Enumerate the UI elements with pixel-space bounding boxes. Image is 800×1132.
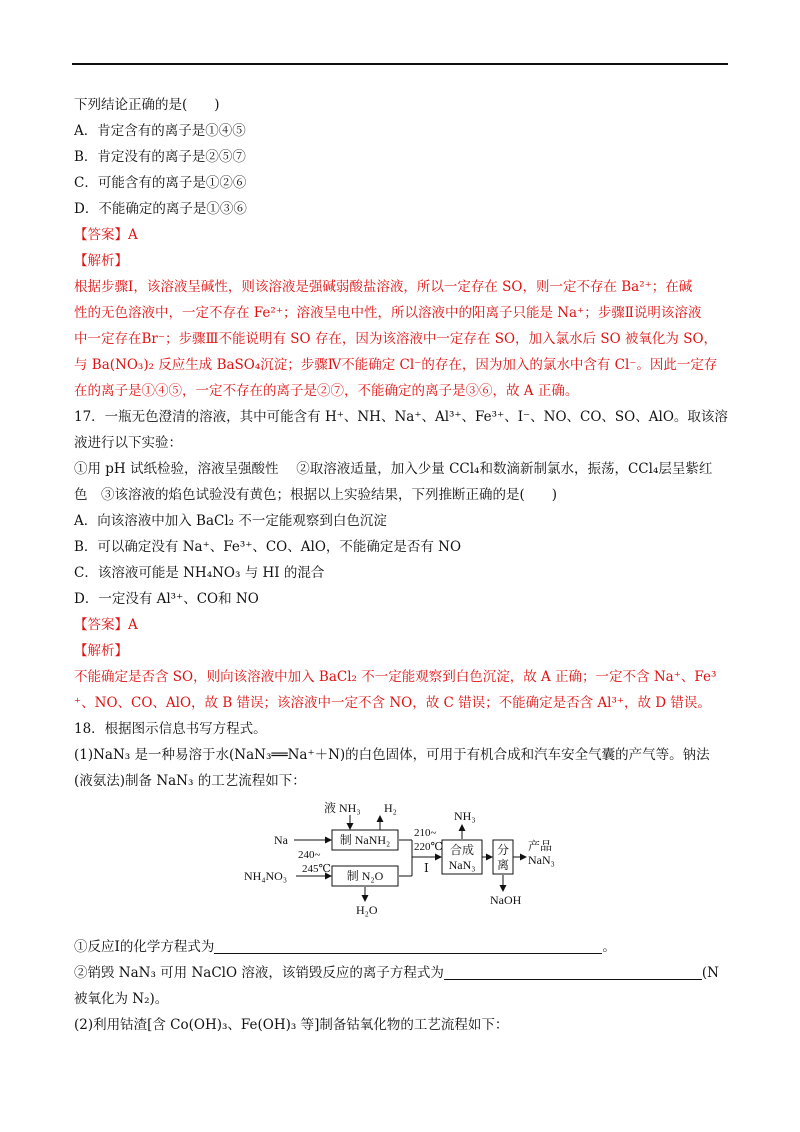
q16-option-b: B．肯定没有的离子是②⑤⑦ [74, 149, 246, 165]
q18-q2-tail: 被氧化为 N₂)。 [74, 991, 169, 1007]
nh4no3-label: NH₄NO₃ [244, 869, 288, 883]
q18-q1-end: 。 [602, 939, 616, 955]
q18-q2-text: ②销毁 NaN₃ 可用 NaClO 溶液，该销毁反应的离子方程式为 [74, 965, 444, 981]
q18-question1 [74, 934, 728, 960]
q17-stem: 17．一瓶无色澄清的溶液，其中可能含有 H⁺、NH、Na⁺、Al³⁺、Fe³⁺、I⁻、NO、CO、SO、AlO。取该溶 [74, 409, 728, 425]
product-label-a: 产品 [528, 839, 553, 853]
q16-analysis-label: 【解析】 [74, 253, 128, 269]
box1-label: 制 NaNH₂ [339, 833, 391, 847]
q16-analysis-line: 根据步骤Ⅰ，该溶液呈碱性，则该溶液是强碱弱酸盐溶液，所以一定存在 SO，则一定不存在 Ba²⁺；在碱 [74, 279, 693, 295]
q18-q1-text: ①反应Ⅰ的化学方程式为 [74, 939, 215, 955]
q17-step-line: ①用 pH 试纸检验，溶液呈强酸性 ②取溶液适量，加入少量 CCl₄和数滴新制氯水，振荡，CCl₄层呈紫红 [74, 461, 713, 477]
q17-analysis-label: 【解析】 [74, 643, 128, 659]
q17-step-line: 色 ③该溶液的焰色试验没有黄色；根据以上实验结果，下列推断正确的是( ) [74, 487, 558, 503]
header-rule [72, 63, 728, 65]
q17-option-a: A．向该溶液中加入 BaCl₂ 不一定能观察到白色沉淀 [74, 513, 387, 529]
q16-analysis-line: 与 Ba(NO₃)₂ 反应生成 BaSO₄沉淀；步骤Ⅳ不能确定 Cl⁻的存在，因为加入的氯水中含有 Cl⁻。因此一定存 [74, 357, 718, 373]
product-label-b: NaN₃ [528, 853, 555, 867]
page-content [74, 92, 728, 1038]
temp1-b: 245℃ [302, 863, 331, 875]
temp1-a: 240~ [298, 849, 321, 861]
q18-part2: (2)利用钴渣[含 Co(OH)₃、Fe(OH)₃ 等]制备钴氧化物的工艺流程如下： [74, 1017, 509, 1033]
q16-analysis-line: 性的无色溶液中，一定不存在 Fe²⁺；溶液呈电中性，所以溶液中的阳离子只能是 Na⁺；步骤Ⅱ说明该溶液 [74, 305, 702, 321]
answer-blank-2[interactable] [444, 965, 702, 980]
temp2-a: 210~ [414, 827, 437, 839]
liquid-nh3-label: 液 NH₃ [324, 801, 361, 815]
step1-label: Ⅰ [424, 861, 429, 875]
q17-option-c: C．该溶液可能是 NH₄NO₃ 与 HI 的混合 [74, 565, 325, 581]
process-flow-diagram [74, 800, 728, 930]
q17-option-b: B．可以确定没有 Na⁺、Fe³⁺、CO、AlO，不能确定是否有 NO [74, 539, 462, 555]
q17-analysis-line: ⁺、NO、CO、AlO，故 B 错误；该溶液中一定不含 NO，故 C 错误；不能确定是否含 Al³⁺，故 D 错误。 [74, 695, 711, 711]
q18-question2 [74, 960, 728, 986]
box4-label-a: 分 [496, 843, 510, 857]
box2-label: 制 N₂O [346, 869, 384, 883]
q18-stem: 18．根据图示信息书写方程式。 [74, 721, 267, 737]
h2o-label: H₂O [356, 903, 378, 917]
q17-stem: 液进行以下实验： [74, 435, 182, 451]
q18-part1: (液氨法)制备 NaN₃ 的工艺流程如下： [74, 773, 306, 789]
q18-q2-end: (N [701, 965, 719, 981]
q17-option-d: D．一定没有 Al³⁺、CO和 NO [74, 591, 259, 607]
q17-analysis-line: 不能确定是否含 SO，则向该溶液中加入 BaCl₂ 不一定能观察到白色沉淀，故 A 正确；一定不含 Na⁺、Fe³ [74, 669, 717, 685]
q17-answer: 【答案】A [74, 617, 138, 633]
box4-label-b: 离 [496, 858, 510, 872]
box3-label-b: NaN₃ [448, 858, 476, 872]
box3-label-a: 合成 [449, 843, 475, 857]
q16-analysis-line: 在的离子是①④⑤，一定不存在的离子是②⑦，不能确定的离子是③⑥，故 A 正确。 [74, 383, 579, 399]
nh3-label: NH₃ [454, 809, 476, 823]
naoh-label: NaOH [490, 893, 522, 907]
answer-blank-1[interactable] [214, 939, 602, 954]
q16-option-c: C．可能含有的离子是①②⑥ [74, 175, 247, 191]
temp2-b: 220℃ [414, 841, 443, 853]
q16-answer: 【答案】A [74, 227, 138, 243]
q16-option-d: D．不能确定的离子是①③⑥ [74, 201, 247, 217]
h2-label: H₂ [384, 801, 397, 815]
q16-option-a: A．肯定含有的离子是①④⑤ [74, 123, 246, 139]
q18-part1: (1)NaN₃ 是一种易溶于水(NaN₃══Na⁺＋N)的白色固体，可用于有机合成和汽车安全气囊的产气等。钠法 [74, 747, 710, 763]
na-label: Na [274, 833, 288, 847]
q16-analysis-line: 中一定存在Br⁻；步骤Ⅲ不能说明有 SO 存在，因为该溶液中一定存在 SO，加入氯水后 SO 被氧化为 SO， [74, 331, 718, 347]
q16-stem: 下列结论正确的是( ) [74, 97, 220, 113]
